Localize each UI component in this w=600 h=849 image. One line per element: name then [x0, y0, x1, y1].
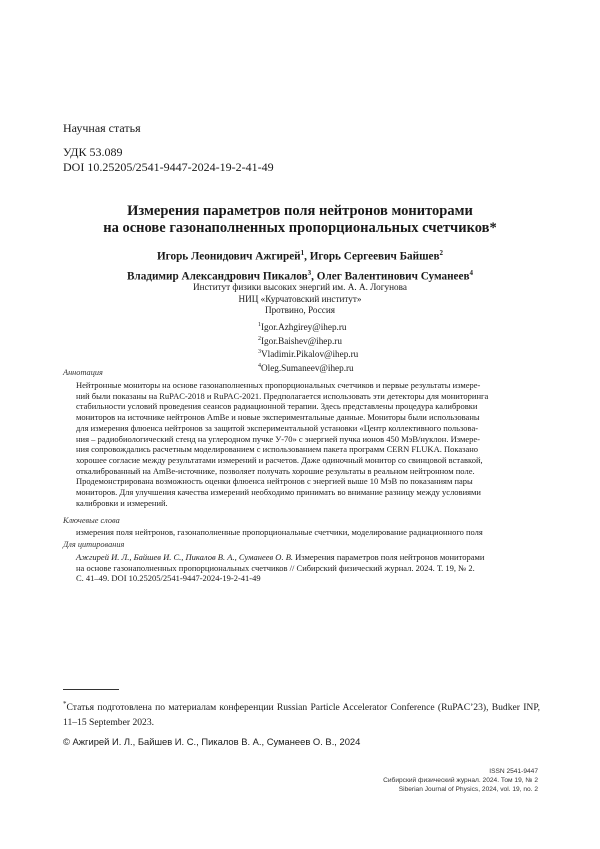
author-sup: 4 [469, 268, 474, 277]
citation-label: Для цитирования [63, 540, 125, 549]
email-item [258, 334, 358, 348]
title-line-2: на основе газонаполненных пропорциональных счетчиков* [103, 220, 497, 236]
citation-title: Измерения параметров поля нейтронов мониторами [293, 552, 485, 562]
article-title [40, 203, 560, 237]
email-item [258, 320, 358, 334]
authors [40, 245, 560, 284]
email-link[interactable]: Igor.Baishev@ihep.ru [261, 335, 342, 346]
abstract-line: калибровки и измерений. [76, 497, 168, 508]
abstract-line: стабильности условий проведения сеансов радиационной терапии. Здесь представлены процедура калибровки [76, 401, 478, 412]
footnote [63, 697, 540, 730]
abstract-line: ний были показаны на RuPAC-2018 и RuPAC-2021. Предполагается использовать эти детекторы для мониторинга [76, 390, 489, 401]
author-sup: 1 [300, 249, 305, 257]
doi: DOI 10.25205/2541-9447-2024-19-2-41-49 [63, 160, 274, 174]
citation-text [76, 552, 537, 584]
copyright: © Ажгирей И. Л., Байшев И. С., Пикалов В. А., Суманеев О. В., 2024 [63, 736, 361, 747]
abstract-label: Аннотация [63, 368, 103, 377]
journal-info [383, 767, 538, 794]
title-line-1: Измерения параметров поля нейтронов мониторами [127, 203, 473, 219]
abstract-text [76, 380, 537, 508]
author-name: Игорь Сергеевич Байшев [309, 250, 440, 263]
abstract-line: для измерения флюенса нейтронов за защитой экспериментальной установки «Центр коллективного пользова- [76, 422, 479, 433]
authors-line-1: Игорь Леонидович Ажгирей$^1$, Игорь Сергеевич Байшев$^2$ [156, 249, 444, 263]
journal-ru: Сибирский физический журнал. 2024. Том 19, № 2 [383, 777, 538, 784]
email-item [258, 361, 358, 375]
citation-line-2: на основе газонаполненных пропорциональных счетчиков // Сибирский физический журнал. 2024. Т. 19, № 2. [76, 562, 475, 573]
abstract-line: откалиброванный на AmBe-источнике, позволяет получать хорошие результаты в реальном нейтронном поле. [76, 465, 475, 476]
authors-line-2: Владимир Александрович Пикалов$^3$, Олег Валентинович Суманеев$^4$ [126, 268, 474, 283]
author-sup: 2 [439, 249, 444, 257]
article-type: Научная статья [63, 121, 141, 135]
journal-en: Siberian Journal of Physics, 2024, vol. 19, no. 2 [398, 786, 538, 793]
issn: ISSN 2541-9447 [489, 768, 538, 775]
affiliation-line-1: Институт физики высоких энергий им. А. А. Логунова [193, 282, 407, 292]
affiliation-line-3: Протвино, Россия [264, 305, 336, 316]
author-name: Игорь Леонидович Ажгирей [156, 250, 301, 263]
affiliation [40, 282, 560, 317]
footnote-marker: * [63, 700, 67, 708]
email-link[interactable]: Igor.Azhgirey@ihep.ru [261, 322, 347, 333]
email-sup: 2 [258, 335, 261, 342]
email-link[interactable]: Oleg.Sumaneev@ihep.ru [261, 363, 354, 374]
abstract-line: хорошее согласие между результатами измерений и расчетов. Даже одиночный монитор со свинцовой вставкой, [76, 454, 483, 465]
citation-line-1 [76, 552, 537, 563]
abstract-line: ния – радиобиологический стенд на углеродном пучке У-70» с энергией пучка ионов 450 МэВ/нуклон. Измере- [76, 433, 480, 444]
abstract-line: ния сопровождались расчетным моделированием с использованием пакета программ CERN FLUKA. Показано [76, 444, 479, 455]
abstract-line: мониторов на источнике нейтронов AmBe и новые экспериментальные данные. Мониторы были использованы [76, 412, 480, 423]
email-sup: 3 [258, 349, 261, 356]
author-emails [258, 320, 358, 375]
keywords-label: Ключевые слова [63, 516, 120, 525]
citation-line-3: С. 41–49. DOI 10.25205/2541-9447-2024-19-2-41-49 [76, 573, 261, 584]
email-sup: 1 [258, 322, 261, 328]
abstract-line: мониторов. Для улучшения качества измерений необходимо принимать во внимание разницу между условиями [76, 487, 481, 498]
author-name: Владимир Александрович Пикалов [126, 270, 308, 283]
affiliation-line-2: НИЦ «Курчатовский институт» [238, 293, 362, 304]
abstract-line: Нейтронные мониторы на основе газонаполненных пропорциональных счетчиков и первые результаты измере- [76, 380, 481, 390]
email-item [258, 347, 358, 361]
udk-code: УДК 53.089 [63, 145, 123, 159]
abstract-line: Продемонстрирована возможность оценки флюенса нейтронов с энергией выше 10 МэВ по показаниям пары [76, 476, 473, 487]
author-name: Олег Валентинович Суманеев [316, 270, 470, 283]
footnote-divider [63, 689, 119, 690]
email-sup: 4 [258, 362, 261, 369]
footnote-text: Статья подготовлена по материалам конференции Russian Particle Accelerator Conference (RuPAC’23), Budker INP, 11–15 September 2023. [63, 702, 540, 729]
author-sup: 3 [307, 268, 312, 277]
email-link[interactable]: Vladimir.Pikalov@ihep.ru [261, 349, 359, 360]
citation-authors: Ажгирей И. Л., Байшев И. С., Пикалов В. А., Суманеев О. В. [76, 552, 294, 562]
keywords-text: измерения поля нейтронов, газонаполненные пропорциональные счетчики, моделирование радиационного поля [76, 527, 483, 537]
